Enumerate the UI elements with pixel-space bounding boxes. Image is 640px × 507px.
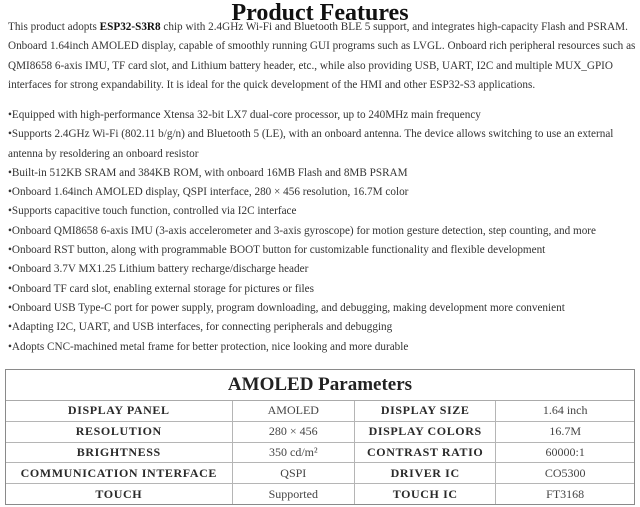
feature-item: •Onboard RST button, along with programmable BOOT button for customizable functionality and flexible development: [8, 244, 546, 257]
chip-model: ESP32-S3R8: [99, 21, 161, 33]
param-value: Supported: [232, 484, 354, 504]
feature-item: •Onboard USB Type-C port for power supply, program downloading, and debugging, making development more convenient: [8, 301, 565, 314]
table-row: [6, 484, 634, 504]
param-label: COMMUNICATION INTERFACE: [6, 463, 232, 484]
param-label: DRIVER IC: [355, 463, 496, 484]
param-label: TOUCH: [6, 484, 232, 504]
feature-item: •Supports capacitive touch function, controlled via I2C interface: [8, 205, 297, 218]
parameters-table: [6, 401, 634, 504]
intro-paragraph: [8, 18, 636, 95]
param-label: DISPLAY COLORS: [355, 421, 496, 442]
feature-item: •Onboard TF card slot, enabling external storage for pictures or files: [8, 282, 314, 295]
feature-item: •Adopts CNC-machined metal frame for better protection, nice looking and more durable: [8, 340, 409, 353]
table-row: [6, 463, 634, 484]
feature-item: •Supports 2.4GHz Wi-Fi (802.11 b/g/n) and Bluetooth 5 (LE), with an onboard antenna. The device allows switching to use an external antenna by resoldering an onboard resistor: [8, 128, 614, 160]
table-row: [6, 442, 634, 463]
param-value: 16.7M: [496, 421, 634, 442]
param-label: DISPLAY PANEL: [6, 401, 232, 421]
feature-list: [8, 106, 636, 357]
param-value: FT3168: [496, 484, 634, 504]
feature-item: •Onboard QMI8658 6-axis IMU (3-axis accelerometer and 3-axis gyroscope) for motion gesture detection, step counting, and more: [8, 224, 596, 237]
table-row: [6, 421, 634, 442]
param-value: CO5300: [496, 463, 634, 484]
parameters-title: AMOLED Parameters: [6, 370, 634, 401]
feature-item: •Onboard 3.7V MX1.25 Lithium battery recharge/discharge header: [8, 263, 309, 276]
param-label: RESOLUTION: [6, 421, 232, 442]
amoled-parameters-panel: [5, 369, 635, 505]
param-label: DISPLAY SIZE: [355, 401, 496, 421]
param-label: CONTRAST RATIO: [355, 442, 496, 463]
feature-item: •Built-in 512KB SRAM and 384KB ROM, with onboard 16MB Flash and 8MB PSRAM: [8, 166, 408, 179]
feature-item: •Onboard 1.64inch AMOLED display, QSPI interface, 280 × 456 resolution, 16.7M color: [8, 186, 409, 199]
param-value: 60000:1: [496, 442, 634, 463]
param-value: 350 cd/m²: [232, 442, 354, 463]
param-value: 280 × 456: [232, 421, 354, 442]
feature-item: •Adapting I2C, UART, and USB interfaces, for connecting peripherals and debugging: [8, 321, 393, 334]
param-value: 1.64 inch: [496, 401, 634, 421]
table-row: [6, 401, 634, 421]
param-value: AMOLED: [232, 401, 354, 421]
param-label: BRIGHTNESS: [6, 442, 232, 463]
feature-item: •Equipped with high-performance Xtensa 32-bit LX7 dual-core processor, up to 240MHz main frequency: [8, 109, 481, 121]
intro-text-rest: chip with 2.4GHz Wi-Fi and Bluetooth BLE 5 support, and integrates high-capacity Flash and PSRAM. Onboard 1.64inch AMOLED display, capable of smoothly running GUI programs such as LVGL. Onboard rich peripheral resources such as QMI8658 6-axis IMU, TF card slot, and Lithium battery header, etc., while also providing USB, UART, I2C and multiple MUX_GPIO interfaces for strong expandability. It is ideal for the quick development of the HMI and other ESP32-S3 applications.: [8, 21, 636, 91]
param-value: QSPI: [232, 463, 354, 484]
page-title: Product Features: [231, 0, 409, 26]
param-label: TOUCH IC: [355, 484, 496, 504]
intro-text-start: This product adopts: [8, 21, 100, 33]
